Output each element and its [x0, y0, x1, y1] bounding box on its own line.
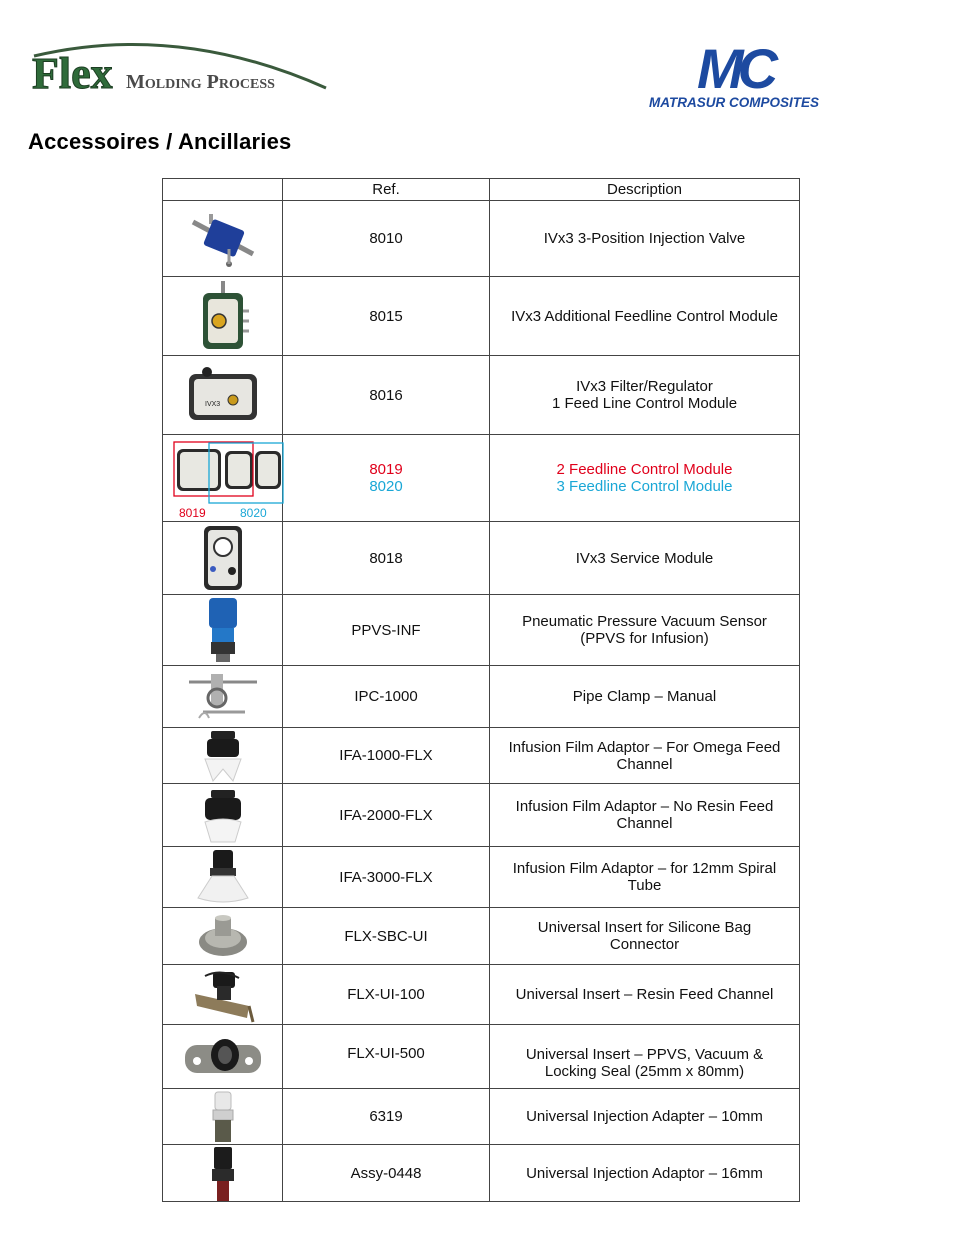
flex-molding-process-logo [28, 28, 333, 108]
description-cell: Pipe Clamp – Manual [490, 666, 800, 728]
caption-8020: 8020 [240, 506, 267, 520]
ref-cell: IFA-2000-FLX [283, 784, 490, 847]
filter-regulator-icon [183, 360, 263, 430]
table-row [163, 908, 800, 965]
product-image-cell [163, 1145, 283, 1202]
ref-cell: 8019 8020 [283, 435, 490, 522]
table-row [163, 201, 800, 277]
product-image-cell [163, 522, 283, 595]
pipe-clamp-icon [185, 668, 261, 726]
product-image-cell [163, 847, 283, 908]
pressure-sensor-icon [198, 596, 248, 664]
ref-cell: 8010 [283, 201, 490, 277]
table-row [163, 1089, 800, 1145]
resin-feed-insert-icon [191, 966, 255, 1024]
description-cell: Infusion Film Adaptor – for 12mm Spiral Tube [490, 847, 800, 908]
ancillaries-table [162, 178, 800, 1202]
table-row [163, 522, 800, 595]
description-cell: Universal Insert – Resin Feed Channel [490, 965, 800, 1025]
description-cell: IVx3 Additional Feedline Control Module [490, 277, 800, 356]
ref-cell: IFA-1000-FLX [283, 728, 490, 784]
table-row [163, 1145, 800, 1202]
film-adaptor-icon [192, 848, 254, 906]
ref-column-header: Ref. [283, 179, 490, 201]
svg-text:Flex: Flex [32, 49, 113, 98]
svg-text:MC: MC [697, 38, 773, 100]
table-row [163, 847, 800, 908]
page-title: Accessoires / Ancillaries [28, 129, 292, 154]
ref-cell: PPVS-INF [283, 595, 490, 666]
product-image-cell [163, 728, 283, 784]
product-image-cell [163, 784, 283, 847]
product-image-cell [163, 435, 283, 522]
ref-cell: FLX-SBC-UI [283, 908, 490, 965]
injection-valve-icon [183, 204, 263, 274]
svg-text:IVX3: IVX3 [204, 401, 220, 408]
svg-text:Molding Process: Molding Process [126, 71, 275, 93]
ref-cell: IFA-3000-FLX [283, 847, 490, 908]
ref-cell: 8018 [283, 522, 490, 595]
product-image-cell [163, 666, 283, 728]
description-column-header: Description [490, 179, 800, 201]
product-image-cell [163, 356, 283, 435]
matrasur-composites-logo [645, 38, 850, 113]
description-cell: Universal Injection Adaptor – 16mm [490, 1145, 800, 1202]
injection-adaptor-icon [203, 1145, 243, 1201]
product-image-cell [163, 277, 283, 356]
description-cell: Pneumatic Pressure Vacuum Sensor (PPVS for Infusion) [490, 595, 800, 666]
table-row [163, 356, 800, 435]
table-row [163, 595, 800, 666]
product-image-cell [163, 965, 283, 1025]
image-column-header [163, 179, 283, 201]
description-cell: Universal Injection Adapter – 10mm [490, 1089, 800, 1145]
ref-cell: 6319 [283, 1089, 490, 1145]
multi-feedline-module-icon [169, 439, 285, 509]
svg-text:MATRASUR COMPOSITES: MATRASUR COMPOSITES [649, 95, 820, 110]
ref-cell: IPC-1000 [283, 666, 490, 728]
locking-seal-insert-icon [183, 1033, 263, 1081]
product-image-cell [163, 595, 283, 666]
table-row [163, 784, 800, 847]
description-cell: 2 Feedline Control Module 3 Feedline Control Module [490, 435, 800, 522]
description-cell: Universal Insert – PPVS, Vacuum & Locking Seal (25mm x 80mm) [490, 1025, 800, 1089]
description-cell: Infusion Film Adaptor – No Resin Feed Channel [490, 784, 800, 847]
caption-8019: 8019 [179, 506, 206, 520]
table-row [163, 728, 800, 784]
description-cell: IVx3 Service Module [490, 522, 800, 595]
product-image-cell [163, 1025, 283, 1089]
product-image-cell [163, 201, 283, 277]
table-header-row [163, 179, 800, 201]
ref-cell: FLX-UI-100 [283, 965, 490, 1025]
service-module-icon [198, 523, 248, 593]
description-cell: Infusion Film Adaptor – For Omega Feed Channel [490, 728, 800, 784]
universal-insert-icon [195, 910, 251, 962]
table-row [163, 435, 800, 522]
description-cell: IVx3 Filter/Regulator 1 Feed Line Control Module [490, 356, 800, 435]
ref-cell: FLX-UI-500 [283, 1025, 490, 1089]
product-image-cell [163, 908, 283, 965]
description-cell: IVx3 3-Position Injection Valve [490, 201, 800, 277]
table-row [163, 965, 800, 1025]
feedline-module-icon [193, 279, 253, 353]
film-adaptor-icon [195, 786, 251, 844]
ref-cell: Assy-0448 [283, 1145, 490, 1202]
ref-cell: 8016 [283, 356, 490, 435]
description-cell: Universal Insert for Silicone Bag Connector [490, 908, 800, 965]
ref-cell: 8015 [283, 277, 490, 356]
table-row [163, 1025, 800, 1089]
table-row [163, 277, 800, 356]
table-row [163, 666, 800, 728]
product-image-cell [163, 1089, 283, 1145]
injection-adapter-icon [203, 1090, 243, 1144]
film-adaptor-icon [195, 729, 251, 783]
